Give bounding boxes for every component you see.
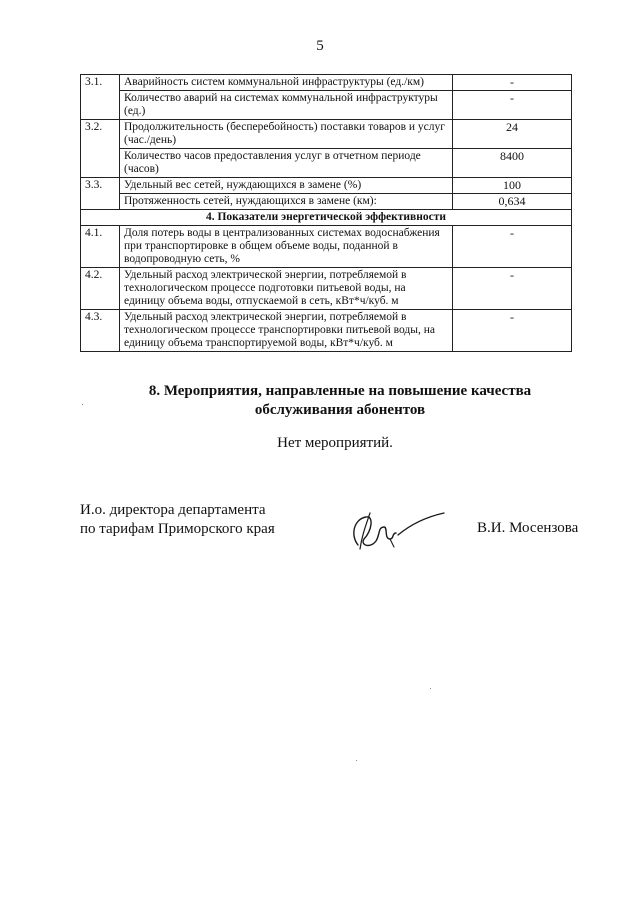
row-text: Удельный расход электрической энергии, потребляемой в технологическом процессе транспортировки питьевой воды, на единицу объема транспортируемой воды, кВт*ч/куб. м [120,310,453,352]
signatory-position [80,501,275,539]
table-row [81,178,572,194]
row-number: 4.1. [81,226,120,268]
row-text: Удельный расход электрической энергии, потребляемой в технологическом процессе подготовки питьевой воды, на единицу объема воды, отпускаемой в сеть, кВт*ч/куб. м [120,268,453,310]
row-value: - [453,91,572,120]
section-8-title-line1: 8. Мероприятия, направленные на повышение качества [148,383,532,399]
page-number: 5 [316,38,324,54]
table-row [81,149,572,178]
row-text: Удельный вес сетей, нуждающихся в замене (%) [120,178,453,194]
table-row [81,91,572,120]
row-text: Доля потерь воды в централизованных системах водоснабжения при транспортировке в общем объеме воды, поданной в водопроводную сеть, % [120,226,453,268]
scan-speck [82,404,83,405]
row-number: 4.2. [81,268,120,310]
row-number [81,149,120,178]
section-4-title: 4. Показатели энергетической эффективности [81,210,572,226]
row-number: 3.3. [81,178,120,194]
row-number [81,194,120,210]
handwritten-signature [340,505,460,565]
scan-speck [430,688,431,689]
row-value: - [453,75,572,91]
section-8-title-line2: обслуживания абонентов [254,402,426,418]
row-value: 0,634 [453,194,572,210]
row-number: 4.3. [81,310,120,352]
row-number: 3.2. [81,120,120,149]
row-text: Продолжительность (бесперебойность) поставки товаров и услуг (час./день) [120,120,453,149]
row-text: Аварийность систем коммунальной инфраструктуры (ед./км) [120,75,453,91]
table-row [81,75,572,91]
signatory-name: В.И. Мосензова [477,520,579,536]
scan-speck [356,760,357,761]
row-text: Протяженность сетей, нуждающихся в замене (км): [120,194,453,210]
indicators-table [80,74,572,352]
section-header-row [81,210,572,226]
signatory-position-line2: по тарифам Приморского края [80,521,275,537]
signatory-position-line1: И.о. директора департамента [80,502,266,518]
table-row [81,120,572,149]
row-value: - [453,268,572,310]
row-value: 8400 [453,149,572,178]
row-value: 24 [453,120,572,149]
row-text: Количество часов предоставления услуг в отчетном периоде (часов) [120,149,453,178]
table-row [81,226,572,268]
no-measures-note: Нет мероприятий. [277,435,393,451]
row-value: 100 [453,178,572,194]
section-8-title [60,382,620,420]
table-row [81,194,572,210]
row-text: Количество аварий на системах коммунальной инфраструктуры (ед.) [120,91,453,120]
row-number [81,91,120,120]
table-row [81,268,572,310]
row-number: 3.1. [81,75,120,91]
table-row [81,310,572,352]
row-value: - [453,310,572,352]
row-value: - [453,226,572,268]
